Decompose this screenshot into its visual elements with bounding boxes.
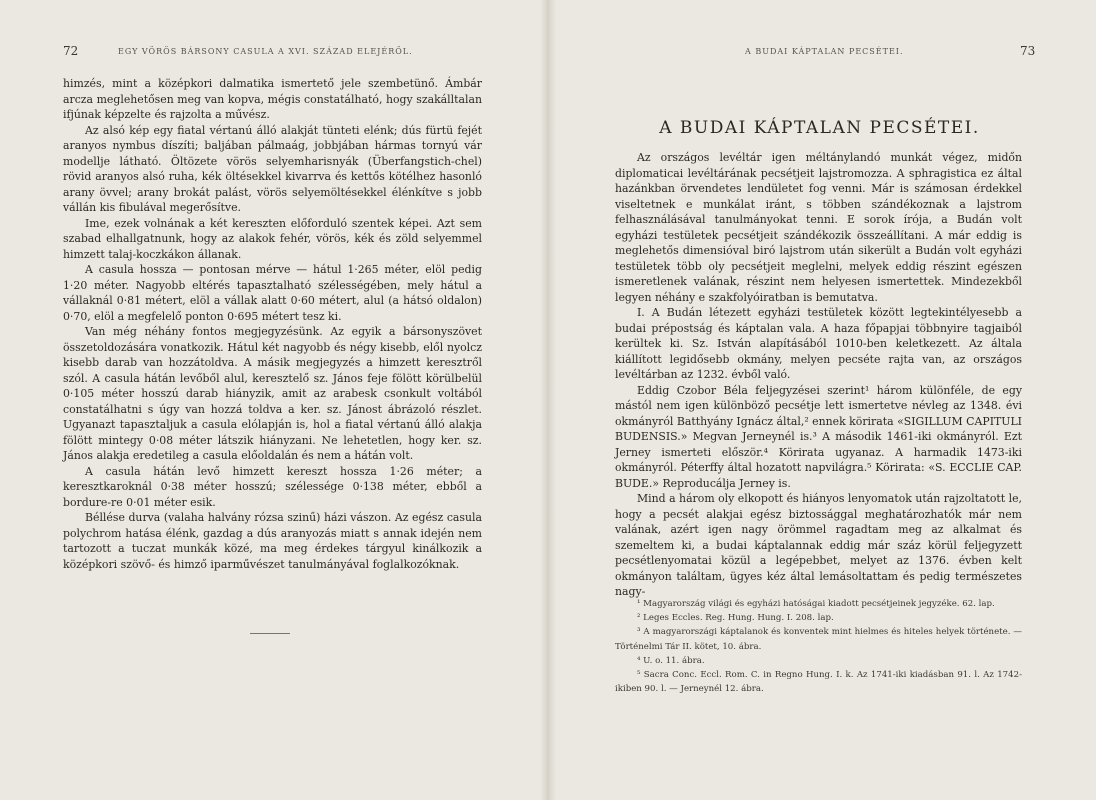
article-title: A BUDAI KÁPTALAN PECSÉTEI.	[659, 118, 980, 138]
paragraph: Ime, ezek volnának a két kereszten előforduló szentek képei. Azt sem szabad elhallgatnunk, hogy az alakok fehér, vörös, kék és zöld selyemmel himzett talaj-koczkákon állanak.	[63, 216, 482, 261]
footnote: ⁴ U. o. 11. ábra.	[637, 655, 705, 666]
footnotes	[615, 597, 1022, 696]
paragraph: Mind a három oly elkopott és hiányos lenyomatok után rajzoltatott le, hogy a pecsét alakjai egész biztossággal meghatározhatók már nem valának, azért igen nagy örömmel ragadtam meg az alkalmat és szemeltem ki, a budai káptalannak eddig már száz körül feljegyzett pecsétlenyomatai közül a legépebbet, melyet az 1376. évben kelt okmányon találtam, ügyes kéz által lemásoltattam és pedig természetes nagy-	[615, 492, 1022, 598]
body-text	[615, 150, 1022, 600]
paragraph: Az alsó kép egy fiatal vértanú álló alakját tünteti elénk; dús fürtü fejét aranyos nymbus díszíti; baljában pálmaág, jobbjában hármas tornyú vár modellje látható. Öltözete vörös selyemharisnyák (Überfangstich-chel) rövid aranyos alsó ruha, kék öltésekkel kivarrva és kettős kötélhez hasonló arany övvel; arany brokát palást, vörös selyemöltésekkel élénkítve s jobb vállán kis fibulával megerősítve.	[63, 123, 482, 214]
page-number: 73	[1020, 44, 1036, 58]
paragraph: Eddig Czobor Béla feljegyzései szerint¹ három különféle, de egy mástól nem igen különböző pecsétje lett ismertetve névleg az 1348. évi okmányról Batthyány Ignácz által,² ennek körirata «SIGILLUM CAPITULI BUDENSIS.» Megvan Jerneynél is.³ A második 1461-iki okmányról. Ezt Jerney ismerteti először.⁴ Körirata ugyanaz. A harmadik 1473-iki okmányról. Péterffy által hozatott napvilágra.⁵ Körirata: «S. ECCLIE CAP. BUDE.» Reproducálja Jerney is.	[615, 383, 1022, 490]
paragraph: A casula hátán levő himzett kereszt hossza 1·26 méter; a keresztkaroknál 0·38 méter hosszú; szélessége 0·138 méter, ebből a bordure-re 0·01 méter esik.	[63, 464, 482, 509]
running-head: EGY VÖRÖS BÁRSONY CASULA A XVI. SZÁZAD ELEJÉRŐL.	[118, 47, 413, 56]
paragraph: Béllése durva (valaha halvány rózsa szinű) házi vászon. Az egész casula polychrom hatása élénk, gazdag a dús aranyozás miatt s annak idején nem tartozott a tuczat munkák közé, ma meg érdekes tárgyul kinálkozik a középkori szövő- és himző iparművészet tanulmányával foglalkozóknak.	[63, 511, 482, 571]
section-divider	[250, 633, 290, 634]
footnote: ² Leges Eccles. Reg. Hung. Hung. I. 208. lap.	[637, 613, 834, 624]
paragraph: I. A Budán létezett egyházi testületek között legtekintélyesebb a budai prépostság és káptalan vala. A haza főpapjai többnyire tagjaiból kerültek ki. Sz. István alapításából 1010-ben keletkezett. Az általa kiállított legidősebb okmány, melyen pecséte rajta van, az országos levéltárban az 1232. évből való.	[615, 306, 1022, 381]
book-gutter	[540, 0, 556, 800]
page-number: 72	[63, 44, 79, 58]
body-text	[63, 76, 482, 572]
paragraph: A casula hossza — pontosan mérve — hátul 1·265 méter, elöl pedig 1·20 méter. Nagyobb eltérés tapasztalható szélességében, mely hátul a vállaknál 0·81 métert, elöl a vállak alatt 0·60 métert, alul (a hátsó oldalon) 0·70, elöl a megfelelő ponton 0·695 métert tesz ki.	[63, 263, 482, 323]
paragraph: Van még néhány fontos megjegyzésünk. Az egyik a bársonyszövet összetoldozására vonatkozik. Hátul két nagyobb és négy kisebb, elől nyolcz kisebb darab van hozzátoldva. A másik megjegyzés a himzett keresztről szól. A casula hátán levőből alul, keresztelő sz. János feje fölött körülbelül 0·105 méter hosszú darab hiányzik, amit az arabesk csonkult voltából constatálhatni s úgy van hozzá toldva a ker. sz. Jánost ábrázoló részlet. Ugyanazt tapasztaljuk a casula elólapján is, hol a fiatal vértanú álló alakja fölött mintegy 0·08 méter látszik hiányzani. Ne lehetetlen, hogy ker. sz. János alakja eredetileg a casula előoldalán és nem a hátán volt.	[63, 325, 482, 462]
right-page	[548, 0, 1096, 800]
footnote: ³ A magyarországi káptalanok és konventek mint hielmes és hiteles helyek története. — Történelmi Tár II. kötet, 10. ábra.	[615, 627, 1022, 652]
paragraph: Az országos levéltár igen méltánylandó munkát végez, midőn diplomaticai levéltárának pecsétjeit lajstromozza. A sphragistica ez által hazánkban örvendetes lendületet fog venni. Már is számosan érdekkel viseltetnek e munkálat iránt, s többen szándékoznak a lajstrom felhasználásával tanulmányokat tenni. E sorok írója, a Budán volt egyházi testületek pecsétjeit szándékozik összeállítani. A már eddig is meglehetős dimensióval biró lajstrom után sikerült a Budán volt egyházi testületek több oly pecsétjeit meglelni, melyek eddig részint egészen ismeretlenek valának, részint nem helyesen ismertettek. Mindezekből legyen néhány e szakfolyóiratban is bemutatva.	[615, 151, 1022, 304]
paragraph: himzés, mint a középkori dalmatika ismertető jele szembetünő. Ámbár arcza meglehetősen meg van kopva, mégis constatálható, hogy szakálltalan ifjúnak képzelte és rajzolta a művész.	[63, 77, 482, 121]
footnote: ⁵ Sacra Conc. Eccl. Rom. C. in Regno Hung. I. k. Az 1741-iki kiadásban 91. l. Az 1742-ikiben 90. l. — Jerneynél 12. ábra.	[615, 670, 1022, 695]
footnote: ¹ Magyarország világi és egyházi hatóságai kiadott pecsétjeinek jegyzéke. 62. lap.	[637, 599, 995, 609]
running-head: A BUDAI KÁPTALAN PECSÉTEI.	[745, 47, 904, 56]
